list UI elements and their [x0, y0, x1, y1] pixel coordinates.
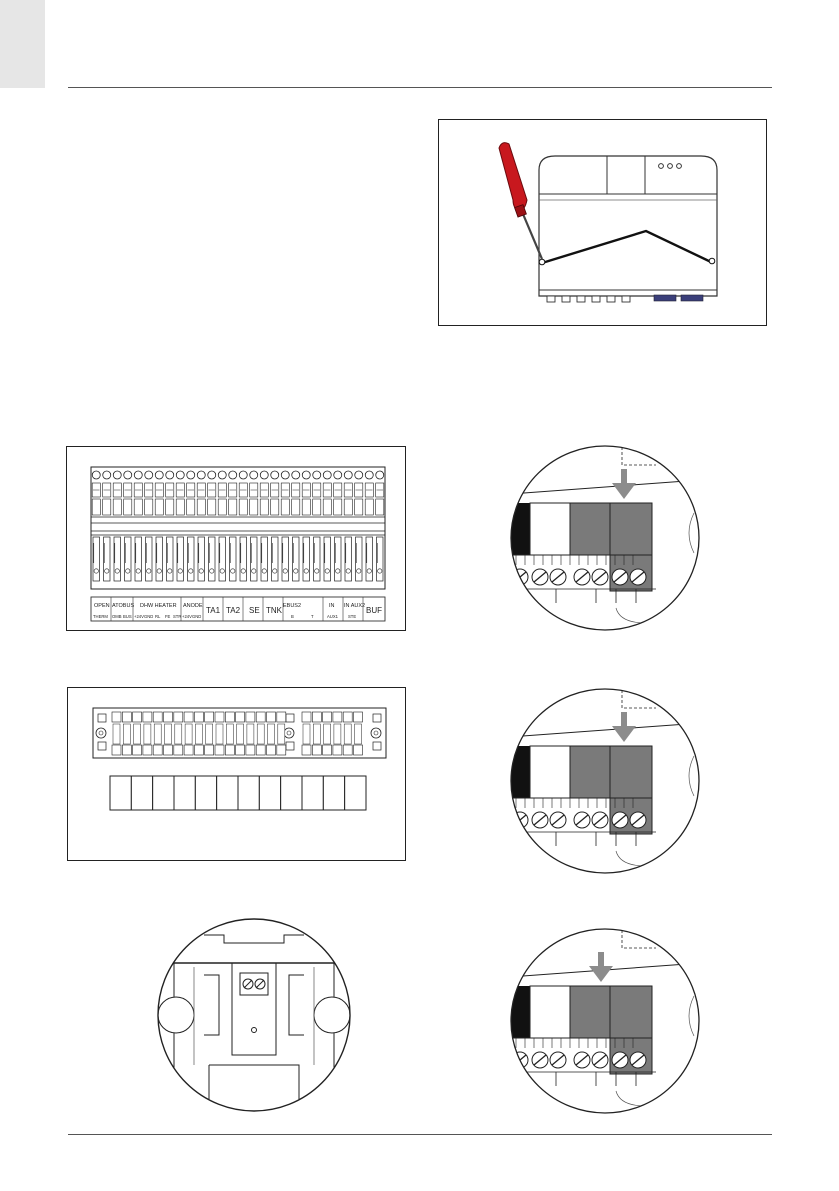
terminal-screw-icon — [592, 569, 608, 585]
figure-box-screwdriver — [438, 119, 767, 326]
label-gnd-b: GND — [192, 614, 202, 619]
label-anode: ANODE — [183, 603, 203, 609]
connector-zoom-1 — [496, 443, 714, 633]
terminal-screw-icon — [574, 569, 590, 585]
terminal-screw-icon — [612, 569, 628, 585]
terminal-screw-icon — [550, 569, 566, 585]
terminal-screw-icon — [532, 1052, 548, 1068]
figure-terminal-block-blank — [67, 687, 406, 861]
label-box — [281, 776, 302, 810]
label-box — [131, 776, 152, 810]
label-in-aux2: IN AUX2 — [344, 603, 366, 609]
terminal-screw-icon — [630, 812, 646, 828]
label-se: SE — [249, 606, 260, 615]
rail-terminal — [323, 712, 332, 755]
control-box — [539, 156, 717, 302]
footer-rule — [68, 1134, 772, 1135]
connector-zoom-3 — [496, 926, 714, 1116]
label-24v-b: +24V — [182, 614, 192, 619]
terminal-rail-drawing — [68, 688, 405, 860]
detail-connector-1 — [496, 443, 714, 633]
label-in: IN — [329, 603, 335, 609]
terminal-screw-icon — [550, 1052, 566, 1068]
terminal-screw-icon — [550, 812, 566, 828]
label-bus: BUS — [123, 614, 132, 619]
rail-terminal — [225, 712, 234, 755]
rail-terminal — [354, 712, 363, 755]
figure-terminal-block-labelled — [66, 446, 406, 631]
label-ebus2: EBUS2 — [283, 603, 302, 609]
rail-terminal — [343, 712, 352, 755]
label-open: OPEN — [94, 603, 110, 609]
label-dhw-heater: DHW HEATER — [140, 603, 177, 609]
rail-terminal — [215, 712, 224, 755]
label-ta1: TA1 — [206, 606, 221, 615]
rail-terminal — [256, 712, 265, 755]
label-box — [238, 776, 259, 810]
rail-terminal — [133, 712, 142, 755]
label-b: B — [291, 614, 294, 619]
label-gnd-a: GND — [144, 614, 154, 619]
terminal-screw-icon — [532, 569, 548, 585]
terminal-screw-icon — [592, 1052, 608, 1068]
rail-terminal — [246, 712, 255, 755]
rail-terminal — [312, 712, 321, 755]
terminal-screw-icon — [630, 1052, 646, 1068]
terminal-screw-icon — [630, 569, 646, 585]
label-ste: STE — [348, 614, 357, 619]
rail-terminal — [194, 712, 203, 755]
label-tnk: TNK — [266, 606, 282, 615]
label-therm: THERM — [93, 614, 108, 619]
rail-terminal — [164, 712, 173, 755]
label-box — [302, 776, 323, 810]
screwdriver-icon — [499, 143, 542, 259]
detail-connector-2 — [496, 686, 714, 876]
label-box — [217, 776, 238, 810]
label-box — [259, 776, 280, 810]
label-str: STR — [173, 614, 182, 619]
rail-terminal — [267, 712, 276, 755]
label-ta2: TA2 — [226, 606, 241, 615]
terminal-screw-icon — [532, 812, 548, 828]
terminal-screw-icon — [574, 812, 590, 828]
label-buf: BUF — [366, 606, 382, 615]
detail-cable-clamp — [154, 915, 354, 1115]
terminal-labels — [67, 447, 405, 630]
rail-terminal — [122, 712, 131, 755]
header-rule — [68, 87, 772, 88]
label-atobus: ATOBUS — [112, 603, 135, 609]
rail-terminal — [302, 712, 311, 755]
label-rl: RL — [155, 614, 161, 619]
label-aux1: AUX1 — [327, 614, 338, 619]
label-box — [110, 776, 131, 810]
label-t: T — [311, 614, 314, 619]
label-omb: OMB — [112, 614, 122, 619]
label-box — [345, 776, 366, 810]
terminal-screw-icon — [612, 812, 628, 828]
connector-zoom-2 — [496, 686, 714, 876]
label-24v-a: +24V — [134, 614, 144, 619]
rail-terminal — [277, 712, 286, 755]
terminal-screw-icon — [592, 812, 608, 828]
section-tab — [0, 0, 45, 88]
terminal-screw-icon — [612, 1052, 628, 1068]
rail-terminal — [205, 712, 214, 755]
rail-terminal — [174, 712, 183, 755]
detail-connector-3 — [496, 926, 714, 1116]
label-box — [195, 776, 216, 810]
rail-terminal — [236, 712, 245, 755]
terminal-screw-icon — [574, 1052, 590, 1068]
rail-terminal — [153, 712, 162, 755]
rail-terminal — [143, 712, 152, 755]
label-box — [174, 776, 195, 810]
rail-terminal — [333, 712, 342, 755]
label-box — [323, 776, 344, 810]
label-fe: FE — [165, 614, 171, 619]
rail-terminal — [184, 712, 193, 755]
label-box — [153, 776, 174, 810]
rail-terminal — [112, 712, 121, 755]
